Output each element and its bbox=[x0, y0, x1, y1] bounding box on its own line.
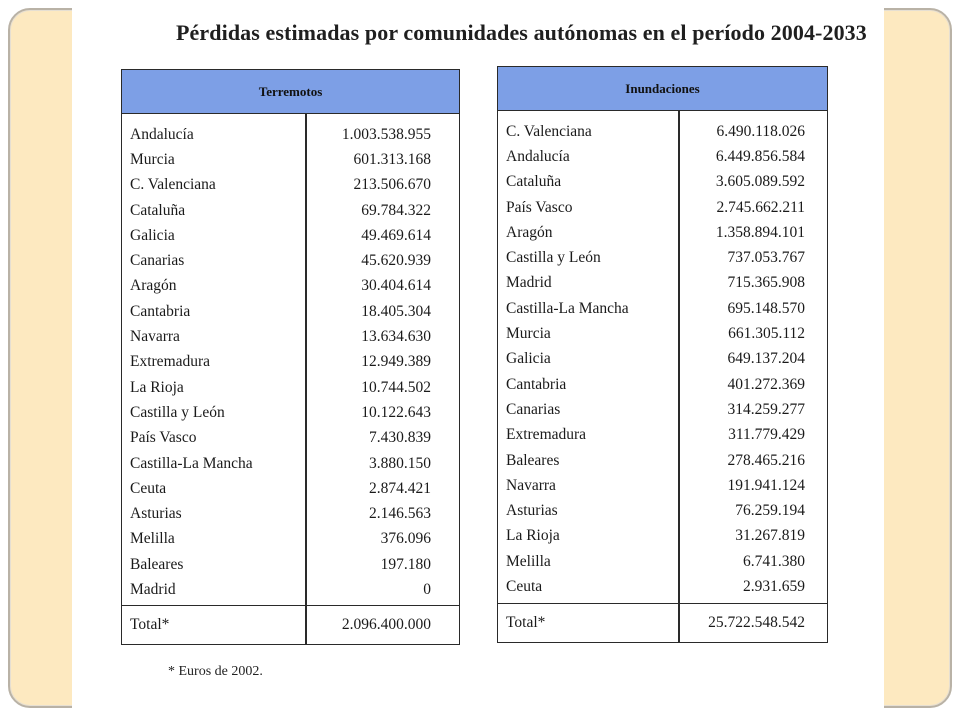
region-name: Murcia bbox=[130, 150, 175, 168]
table-row bbox=[122, 324, 459, 349]
table-row bbox=[122, 274, 459, 299]
loss-value: 76.259.194 bbox=[735, 502, 805, 520]
column-divider bbox=[678, 111, 680, 605]
region-name: Cataluña bbox=[130, 201, 186, 219]
table-row bbox=[122, 375, 459, 400]
table-row bbox=[498, 144, 827, 169]
loss-value: 18.405.304 bbox=[361, 302, 431, 320]
loss-value: 1.358.894.101 bbox=[715, 223, 805, 241]
loss-value: 376.096 bbox=[380, 530, 431, 548]
table-row bbox=[498, 170, 827, 195]
region-name: C. Valenciana bbox=[130, 176, 216, 194]
region-name: Castilla y León bbox=[506, 249, 601, 267]
table-row bbox=[122, 299, 459, 324]
table-row bbox=[498, 271, 827, 296]
region-name: Navarra bbox=[506, 476, 556, 494]
loss-value: 3.605.089.592 bbox=[715, 173, 805, 191]
table-row bbox=[498, 549, 827, 574]
table-row bbox=[122, 552, 459, 577]
region-name: Castilla-La Mancha bbox=[506, 299, 629, 317]
loss-value: 695.148.570 bbox=[727, 299, 805, 317]
floods-rows bbox=[498, 111, 827, 600]
region-name: Andalucía bbox=[506, 147, 570, 165]
region-name: Cantabria bbox=[130, 302, 191, 320]
region-name: Asturias bbox=[130, 505, 182, 523]
table-row bbox=[498, 448, 827, 473]
loss-value: 661.305.112 bbox=[728, 325, 805, 343]
loss-value: 278.465.216 bbox=[727, 451, 805, 469]
table-row bbox=[498, 397, 827, 422]
table-row bbox=[498, 423, 827, 448]
region-name: Aragón bbox=[506, 223, 553, 241]
loss-value: 601.313.168 bbox=[353, 150, 431, 168]
table-row bbox=[498, 195, 827, 220]
floods-table-header: Inundaciones bbox=[498, 67, 827, 111]
region-name: Castilla-La Mancha bbox=[130, 454, 253, 472]
table-row bbox=[122, 476, 459, 501]
loss-value: 30.404.614 bbox=[361, 277, 431, 295]
table-row bbox=[498, 220, 827, 245]
table-row bbox=[122, 122, 459, 147]
earthquakes-table bbox=[121, 69, 460, 645]
region-name: La Rioja bbox=[506, 527, 560, 545]
region-name: Ceuta bbox=[506, 577, 543, 595]
loss-value: 7.430.839 bbox=[369, 429, 431, 447]
region-name: Baleares bbox=[506, 451, 560, 469]
table-row bbox=[122, 223, 459, 248]
table-row bbox=[122, 400, 459, 425]
region-name: Canarias bbox=[130, 252, 185, 270]
column-divider bbox=[305, 606, 307, 644]
loss-value: 49.469.614 bbox=[361, 226, 431, 244]
table-row bbox=[498, 245, 827, 270]
loss-value: 6.741.380 bbox=[743, 552, 805, 570]
loss-value: 2.745.662.211 bbox=[716, 198, 805, 216]
table-row bbox=[498, 119, 827, 144]
table-row bbox=[122, 577, 459, 602]
loss-value: 213.506.670 bbox=[353, 176, 431, 194]
loss-value: 314.259.277 bbox=[727, 400, 805, 418]
table-row bbox=[498, 498, 827, 523]
loss-value: 10.744.502 bbox=[361, 378, 431, 396]
region-name: Murcia bbox=[506, 325, 551, 343]
loss-value: 2.146.563 bbox=[369, 505, 431, 523]
region-name: Cataluña bbox=[506, 173, 562, 191]
region-name: Navarra bbox=[130, 328, 180, 346]
region-name: C. Valenciana bbox=[506, 122, 592, 140]
loss-value: 311.779.429 bbox=[728, 426, 805, 444]
region-name: Cantabria bbox=[506, 375, 567, 393]
loss-value: 737.053.767 bbox=[727, 249, 805, 267]
earthquakes-table-body bbox=[122, 114, 459, 607]
loss-value: 6.449.856.584 bbox=[715, 147, 805, 165]
loss-value: 12.949.389 bbox=[361, 353, 431, 371]
table-row bbox=[122, 451, 459, 476]
table-row bbox=[122, 198, 459, 223]
column-divider bbox=[678, 604, 680, 642]
region-name: Madrid bbox=[130, 580, 176, 598]
total-value: 25.722.548.542 bbox=[708, 614, 805, 631]
region-name: Andalucía bbox=[130, 125, 194, 143]
earthquakes-total-row bbox=[122, 605, 459, 644]
page-title: Pérdidas estimadas por comunidades autónomas en el período 2004-2033 bbox=[176, 20, 867, 45]
table-row bbox=[498, 524, 827, 549]
loss-value: 10.122.643 bbox=[361, 403, 431, 421]
table-row bbox=[498, 473, 827, 498]
table-row bbox=[122, 147, 459, 172]
column-divider bbox=[305, 114, 307, 607]
region-name: Baleares bbox=[130, 555, 184, 573]
region-name: Extremadura bbox=[506, 426, 587, 444]
loss-value: 69.784.322 bbox=[361, 201, 431, 219]
floods-table bbox=[497, 66, 828, 643]
region-name: Castilla y León bbox=[130, 403, 225, 421]
earthquakes-table-header: Terremotos bbox=[122, 70, 459, 114]
table-row bbox=[122, 527, 459, 552]
loss-value: 401.272.369 bbox=[727, 375, 805, 393]
region-name: Asturias bbox=[506, 502, 558, 520]
footnote: * Euros de 2002. bbox=[168, 664, 263, 679]
loss-value: 13.634.630 bbox=[361, 328, 431, 346]
region-name: Melilla bbox=[130, 530, 175, 548]
region-name: Galicia bbox=[506, 350, 551, 368]
loss-value: 1.003.538.955 bbox=[341, 125, 431, 143]
loss-value: 197.180 bbox=[380, 555, 431, 573]
table-row bbox=[122, 350, 459, 375]
loss-value: 3.880.150 bbox=[369, 454, 431, 472]
table-row bbox=[122, 426, 459, 451]
total-label: Total* bbox=[506, 614, 546, 631]
total-label: Total* bbox=[130, 616, 170, 633]
loss-value: 0 bbox=[423, 580, 431, 598]
loss-value: 191.941.124 bbox=[727, 476, 805, 494]
region-name: Extremadura bbox=[130, 353, 211, 371]
region-name: Melilla bbox=[506, 552, 551, 570]
floods-table-body bbox=[498, 111, 827, 605]
table-row bbox=[498, 347, 827, 372]
loss-value: 715.365.908 bbox=[727, 274, 805, 292]
region-name: Aragón bbox=[130, 277, 177, 295]
region-name: País Vasco bbox=[506, 198, 573, 216]
region-name: Galicia bbox=[130, 226, 175, 244]
region-name: La Rioja bbox=[130, 378, 184, 396]
loss-value: 2.931.659 bbox=[743, 577, 805, 595]
region-name: Canarias bbox=[506, 400, 561, 418]
loss-value: 31.267.819 bbox=[735, 527, 805, 545]
floods-total-row bbox=[498, 603, 827, 642]
table-row bbox=[498, 296, 827, 321]
table-row bbox=[498, 372, 827, 397]
total-value: 2.096.400.000 bbox=[341, 616, 431, 633]
loss-value: 45.620.939 bbox=[361, 252, 431, 270]
loss-value: 6.490.118.026 bbox=[716, 122, 805, 140]
table-row bbox=[498, 574, 827, 599]
loss-value: 649.137.204 bbox=[727, 350, 805, 368]
region-name: Madrid bbox=[506, 274, 552, 292]
earthquakes-rows bbox=[122, 114, 459, 603]
table-row bbox=[122, 173, 459, 198]
region-name: Ceuta bbox=[130, 479, 167, 497]
region-name: País Vasco bbox=[130, 429, 197, 447]
table-row bbox=[498, 321, 827, 346]
table-row bbox=[122, 501, 459, 526]
table-row bbox=[122, 248, 459, 273]
loss-value: 2.874.421 bbox=[369, 479, 431, 497]
